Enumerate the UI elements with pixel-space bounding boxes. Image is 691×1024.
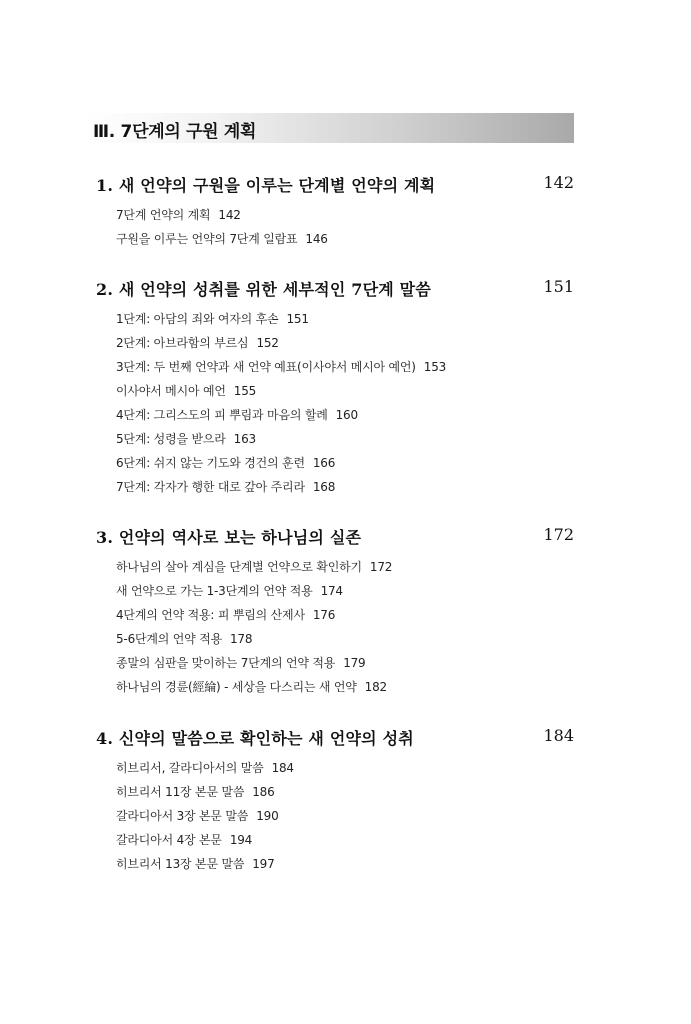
entry-title: 2단계: 아브라함의 부르심 — [116, 336, 249, 350]
entry-page-number: 160 — [335, 408, 358, 422]
toc-entry[interactable] — [116, 555, 574, 579]
part-banner — [87, 113, 574, 143]
toc-entry[interactable] — [116, 427, 574, 451]
toc-entry[interactable] — [116, 331, 574, 355]
entry-page-number: 163 — [233, 432, 256, 446]
entry-title: 갈라디아서 4장 본문 — [116, 833, 222, 847]
entry-title: 히브리서 13장 본문 말씀 — [116, 857, 245, 871]
toc-section — [96, 726, 574, 876]
entry-title: 이사야서 메시아 예언 — [116, 384, 226, 398]
entry-page-number: 184 — [271, 761, 294, 775]
section-page-number: 151 — [543, 277, 574, 296]
entry-title: 하나님의 경륜(經綸) - 세상을 다스리는 새 언약 — [116, 680, 357, 694]
entry-title: 4단계의 언약 적용: 피 뿌림의 산제사 — [116, 608, 305, 622]
entry-page-number: 166 — [312, 456, 336, 470]
toc-entry[interactable] — [116, 355, 574, 379]
entry-page-number: 151 — [286, 312, 309, 326]
entry-page-number: 186 — [252, 785, 275, 799]
entry-title: 3단계: 두 번째 언약과 새 언약 예표(이사야서 메시아 예언) — [116, 360, 416, 374]
toc-entry[interactable] — [116, 307, 574, 331]
entry-page-number: 194 — [229, 833, 253, 847]
section-page-number: 184 — [543, 726, 574, 745]
toc-entry[interactable] — [116, 451, 574, 475]
entry-title: 갈라디아서 3장 본문 말씀 — [116, 809, 249, 823]
entry-title: 종말의 심판을 맞이하는 7단계의 언약 적용 — [116, 656, 336, 670]
section-title[interactable]: 2. 새 언약의 성취를 위한 세부적인 7단계 말씀 — [96, 280, 431, 299]
toc-entry[interactable] — [116, 227, 574, 251]
entry-page-number: 179 — [343, 656, 366, 670]
toc-entry[interactable] — [116, 603, 574, 627]
entry-page-number: 182 — [364, 680, 387, 694]
entry-page-number: 174 — [320, 584, 343, 598]
section-title[interactable]: 1. 새 언약의 구원을 이루는 단계별 언약의 계획 — [96, 176, 436, 195]
entry-title: 하나님의 살아 계심을 단계별 언약으로 확인하기 — [116, 560, 362, 574]
toc-section — [96, 525, 574, 699]
toc-section — [96, 173, 574, 251]
entry-title: 5-6단계의 언약 적용 — [116, 632, 222, 646]
toc-entry[interactable] — [116, 579, 574, 603]
toc-entry[interactable] — [116, 756, 574, 780]
toc-entry[interactable] — [116, 804, 574, 828]
entry-page-number: 172 — [369, 560, 393, 574]
section-page-number: 142 — [543, 173, 574, 192]
entry-title: 4단계: 그리스도의 피 뿌림과 마음의 할례 — [116, 408, 328, 422]
entry-title: 6단계: 쉬지 않는 기도와 경건의 훈련 — [116, 456, 305, 470]
entry-title: 히브리서, 갈라디아서의 말씀 — [116, 761, 264, 775]
section-title[interactable]: 4. 신약의 말씀으로 확인하는 새 언약의 성취 — [96, 729, 414, 748]
entry-title: 7단계 언약의 계획 — [116, 208, 211, 222]
toc-entry[interactable] — [116, 627, 574, 651]
entry-page-number: 142 — [218, 208, 241, 222]
toc-entry[interactable] — [116, 852, 574, 876]
entry-page-number: 168 — [312, 480, 336, 494]
toc-entry[interactable] — [116, 675, 574, 699]
entry-title: 새 언약으로 가는 1-3단계의 언약 적용 — [116, 584, 313, 598]
toc-entry[interactable] — [116, 475, 574, 499]
part-title: Ⅲ. 7단계의 구원 계획 — [93, 122, 257, 142]
entry-page-number: 153 — [423, 360, 447, 374]
entry-page-number: 155 — [233, 384, 257, 398]
section-page-number: 172 — [543, 525, 574, 544]
toc-entry[interactable] — [116, 780, 574, 804]
toc-entry[interactable] — [116, 828, 574, 852]
toc-entry[interactable] — [116, 651, 574, 675]
toc-entry[interactable] — [116, 403, 574, 427]
entry-title: 구원을 이루는 언약의 7단계 일람표 — [116, 232, 298, 246]
entry-page-number: 190 — [256, 809, 279, 823]
entry-title: 5단계: 성령을 받으라 — [116, 432, 226, 446]
entry-title: 히브리서 11장 본문 말씀 — [116, 785, 245, 799]
entry-page-number: 178 — [229, 632, 253, 646]
toc-entry[interactable] — [116, 203, 574, 227]
entry-page-number: 152 — [256, 336, 279, 350]
section-title[interactable]: 3. 언약의 역사로 보는 하나님의 실존 — [96, 528, 362, 547]
entry-page-number: 176 — [312, 608, 336, 622]
entry-page-number: 197 — [252, 857, 275, 871]
entry-page-number: 146 — [305, 232, 328, 246]
toc-section — [96, 277, 574, 499]
entry-title: 1단계: 아담의 죄와 여자의 후손 — [116, 312, 279, 326]
entry-title: 7단계: 각자가 행한 대로 갚아 주리라 — [116, 480, 305, 494]
toc-entry[interactable] — [116, 379, 574, 403]
